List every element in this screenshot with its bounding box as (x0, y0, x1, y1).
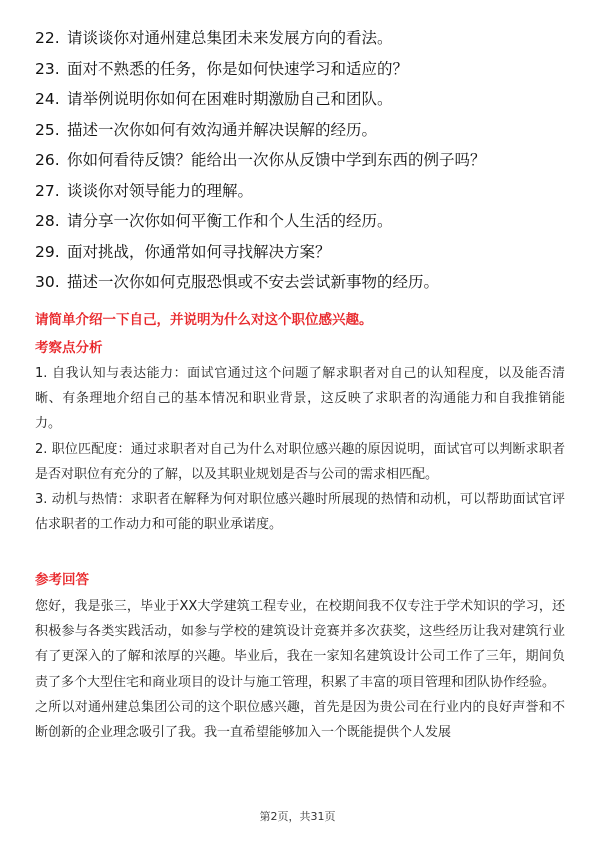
answer-body (35, 594, 565, 745)
question-number: 24. (35, 90, 60, 108)
answer-paragraph: 之所以对通州建总集团公司的这个职位感兴趣，首先是因为贵公司在行业内的良好声誉和不断创新的企业理念吸引了我。我一直希望能够加入一个既能提供个人发展 (35, 699, 565, 741)
question-text: 描述一次你如何有效沟通并解决误解的经历。 (67, 120, 378, 139)
question-list (35, 23, 565, 298)
question-number: 29. (35, 242, 60, 261)
question-item (35, 84, 565, 115)
page-number-footer: 第2页，共31页 (259, 810, 336, 823)
analysis-body (35, 361, 565, 537)
question-text: 请分享一次你如何平衡工作和个人生活的经历。 (67, 212, 393, 230)
question-number: 28. (35, 212, 60, 230)
answer-paragraph: 您好，我是张三，毕业于XX大学建筑工程专业，在校期间我不仅专注于学术知识的学习，还积极参与各类实践活动，如参与学校的建筑设计竞赛并多次获奖，这些经历让我对建筑行业有了更深入的了解和浓厚的兴趣。毕业后，我在一家知名建筑设计公司工作了三年，期间负责了多个大型住宅和商业项目的设计与施工管理，积累了丰富的项目管理和团队协作经验。 (35, 599, 565, 690)
question-item (35, 115, 565, 146)
question-item (35, 145, 565, 176)
question-number: 22. (35, 29, 60, 47)
analysis-point: 3. 动机与热情：求职者在解释为何对职位感兴趣时所展现的热情和动机，可以帮助面试官评估求职者的工作动力和可能的职业承诺度。 (35, 492, 565, 533)
question-item (35, 54, 565, 85)
question-text: 谈谈你对领导能力的理解。 (67, 181, 254, 200)
question-item (35, 237, 565, 268)
question-text: 请举例说明你如何在困难时期激励自己和团队。 (67, 90, 393, 108)
answer-heading: 参考回答 (35, 572, 89, 588)
question-item (35, 267, 565, 298)
analysis-point: 1. 自我认知与表达能力：面试官通过这个问题了解求职者对自己的认知程度，以及能否清晰、有条理地介绍自己的基本情况和职业背景，这反映了求职者的沟通能力和自我推销能力。 (35, 366, 565, 432)
question-item (35, 23, 565, 54)
question-item (35, 176, 565, 207)
question-text: 请谈谈你对通州建总集团未来发展方向的看法。 (67, 29, 393, 47)
question-text: 面对挑战，你通常如何寻找解决方案？ (67, 242, 331, 261)
analysis-point: 2. 职位匹配度：通过求职者对自己为什么对职位感兴趣的原因说明，面试官可以判断求职者是否对职位有充分的了解，以及其职业规划是否与公司的需求相匹配。 (35, 441, 565, 482)
question-number: 30. (35, 273, 60, 291)
question-text: 面对不熟悉的任务，你是如何快速学习和适应的？ (67, 59, 409, 78)
featured-question: 请简单介绍一下自己，并说明为什么对这个职位感兴趣。 (35, 312, 373, 328)
question-text: 描述一次你如何克服恐惧或不安去尝试新事物的经历。 (67, 273, 440, 291)
question-number: 23. (35, 59, 60, 78)
question-text: 你如何看待反馈？能给出一次你从反馈中学到东西的例子吗？ (67, 151, 486, 169)
question-number: 26. (35, 151, 60, 169)
question-number: 25. (35, 120, 60, 139)
analysis-heading: 考察点分析 (35, 340, 103, 356)
question-item (35, 206, 565, 237)
question-number: 27. (35, 181, 60, 200)
